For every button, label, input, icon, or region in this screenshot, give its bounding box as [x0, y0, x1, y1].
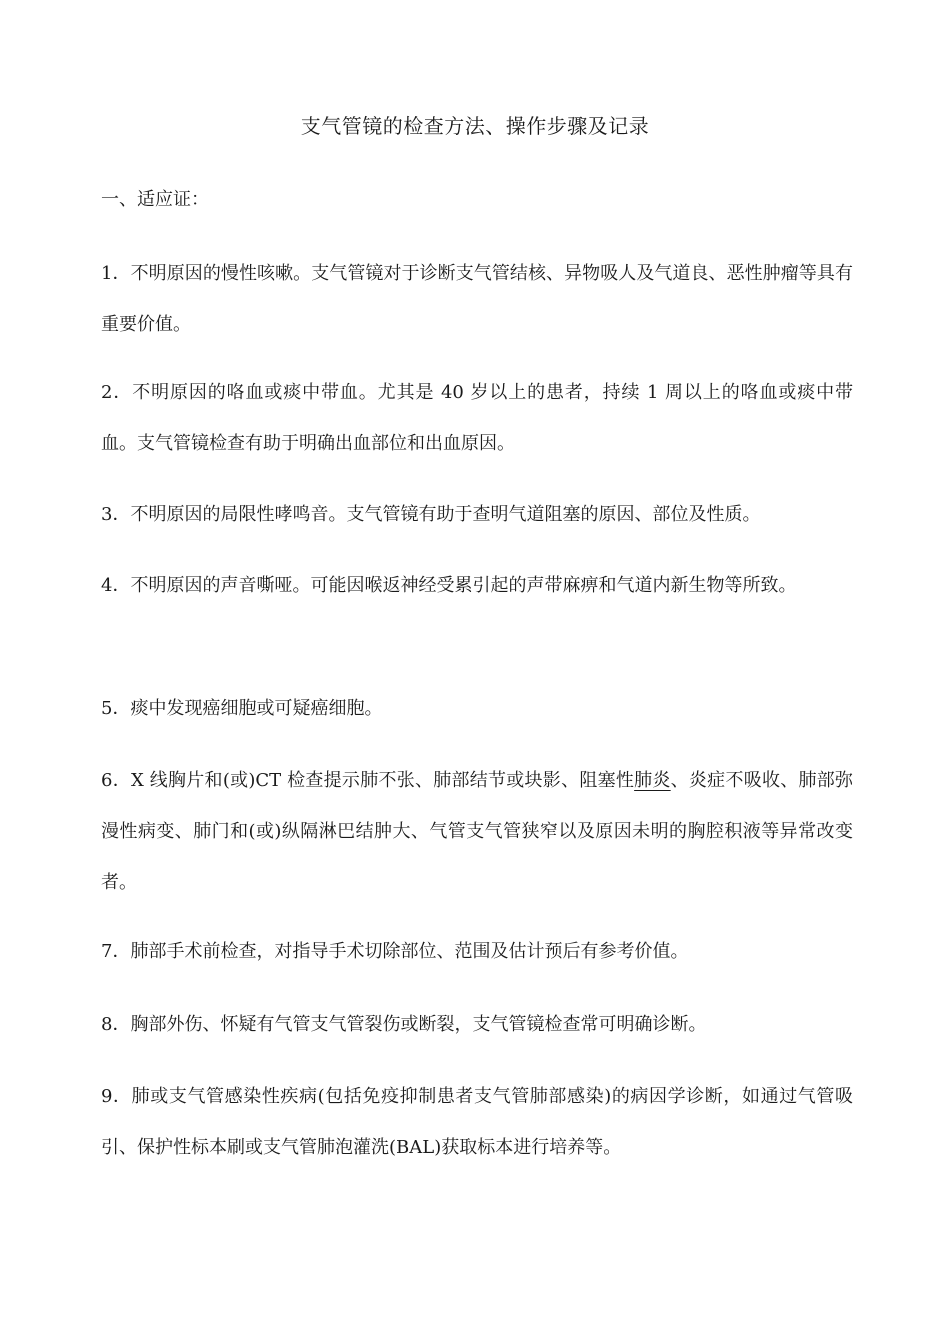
indication-item-5: 5．痰中发现癌细胞或可疑癌细胞。 — [101, 698, 383, 719]
indication-item-6-before: 6．X 线胸片和(或)CT 检查提示肺不张、肺部结节或块影、阻塞性 — [101, 770, 635, 791]
indication-item-6-underlined-term: 肺炎 — [634, 770, 671, 791]
indication-item-7: 7．肺部手术前检查，对指导手术切除部位、范围及估计预后有参考价值。 — [101, 941, 689, 962]
section-heading-indications: 一、适应证： — [101, 189, 209, 210]
indication-item-8: 8．胸部外伤、怀疑有气管支气管裂伤或断裂，支气管镜检查常可明确诊断。 — [101, 1014, 707, 1035]
indication-item-4: 4．不明原因的声音嘶哑。可能因喉返神经受累引起的声带麻痹和气道内新生物等所致。 — [101, 575, 797, 596]
indication-item-6 — [101, 755, 853, 908]
indication-item-3: 3．不明原因的局限性哮鸣音。支气管镜有助于查明气道阻塞的原因、部位及性质。 — [101, 504, 761, 525]
indication-item-6-after: 、炎症不吸收、肺部弥漫性病变、肺门和(或)纵隔淋巴结肿大、气管支气管狭窄以及原因未明的胸腔积液等异常改变者。 — [101, 770, 854, 893]
indication-item-1: 1．不明原因的慢性咳嗽。支气管镜对于诊断支气管结核、异物吸人及气道良、恶性肿瘤等具有重要价值。 — [101, 263, 853, 335]
document-title: 支气管镜的检查方法、操作步骤及记录 — [300, 114, 650, 138]
indication-item-9: 9．肺或支气管感染性疾病(包括免疫抑制患者支气管肺部感染)的病因学诊断，如通过气管吸引、保护性标本刷或支气管肺泡灌洗(BAL)获取标本进行培养等。 — [101, 1086, 853, 1158]
indication-item-2: 2．不明原因的咯血或痰中带血。尤其是 40 岁以上的患者，持续 1 周以上的咯血或痰中带血。支气管镜检查有助于明确出血部位和出血原因。 — [101, 382, 853, 454]
